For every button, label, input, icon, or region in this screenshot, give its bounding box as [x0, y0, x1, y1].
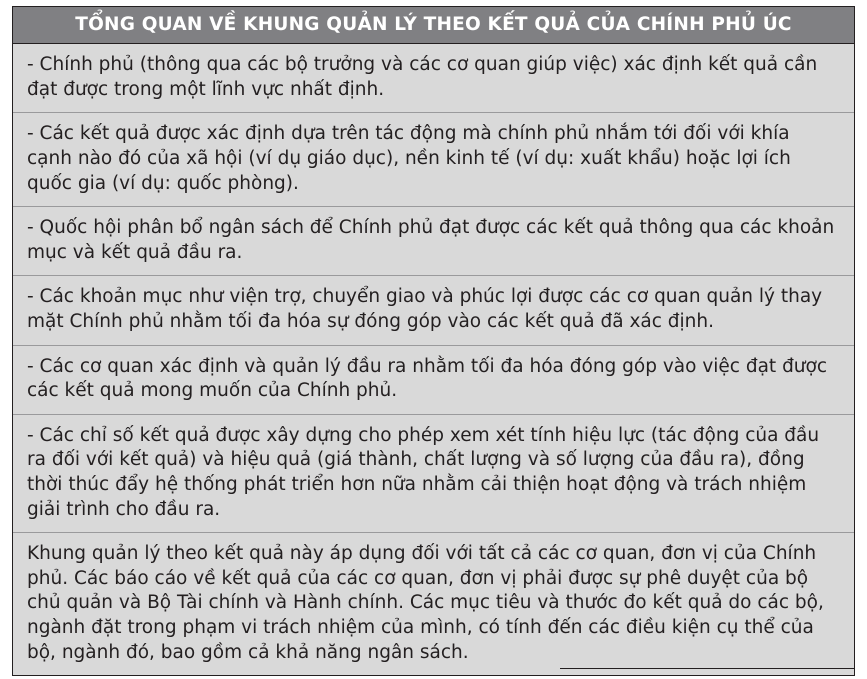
row-text: - Các khoản mục như viện trợ, chuyển giao và phúc lợi được các cơ quan quản lý thay mặt Chính phủ nhằm tối đa hóa sự đóng góp vào các kết quả đã xác định. [27, 286, 823, 333]
row-text: - Quốc hội phân bổ ngân sách để Chính phủ đạt được các kết quả thông qua các khoản mục và kết quả đầu ra. [27, 217, 835, 263]
row-text: - Các kết quả được xác định dựa trên tác động mà chính phủ nhắm tới đối với khía cạnh nào đó của xã hội (ví dụ giáo dục), nền kinh tế (ví dụ: xuất khẩu) hoặc lợi ích quốc gia (ví dụ: quốc phòng). [27, 123, 791, 194]
table-row [13, 533, 854, 675]
table-title: TỔNG QUAN VỀ KHUNG QUẢN LÝ THEO KẾT QUẢ CỦA CHÍNH PHỦ ÚC [13, 7, 854, 44]
table-row [13, 44, 854, 113]
table-row [13, 276, 854, 345]
table-row [13, 113, 854, 207]
table-row [13, 207, 854, 276]
row-text: - Các cơ quan xác định và quản lý đầu ra nhằm tối đa hóa đóng góp vào việc đạt được các kết quả mong muốn của Chính phủ. [27, 355, 828, 402]
footer-divider [560, 668, 855, 669]
framework-overview-table [12, 6, 855, 676]
table-row [13, 346, 854, 415]
row-text: - Chính phủ (thông qua các bộ trưởng và các cơ quan giúp việc) xác định kết quả cần đạt được trong một lĩnh vực nhất định. [27, 54, 818, 100]
row-text: Khung quản lý theo kết quả này áp dụng đối với tất cả các cơ quan, đơn vị của Chính phủ. Các báo cáo về kết quả của các cơ quan, đơn vị phải được sự phê duyệt của bộ chủ quản và Bộ Tài chính và Hành chính. Các mục tiêu và thước đo kết quả do các bộ, ngành đặt trong phạm vi trách nhiệm của mình, có tính đến các điều kiện cụ thể của bộ, ngành đó, bao gồm cả khả năng ngân sách. [27, 543, 824, 663]
row-text: - Các chỉ số kết quả được xây dựng cho phép xem xét tính hiệu lực (tác động của đầu ra đối với kết quả) và hiệu quả (giá thành, chất lượng và số lượng của đầu ra), đồng thời thúc đẩy hệ thống phát triển hơn nữa nhằm cải thiện hoạt động và trách nhiệm giải trình cho đầu ra. [27, 424, 820, 520]
table-row [13, 415, 854, 533]
